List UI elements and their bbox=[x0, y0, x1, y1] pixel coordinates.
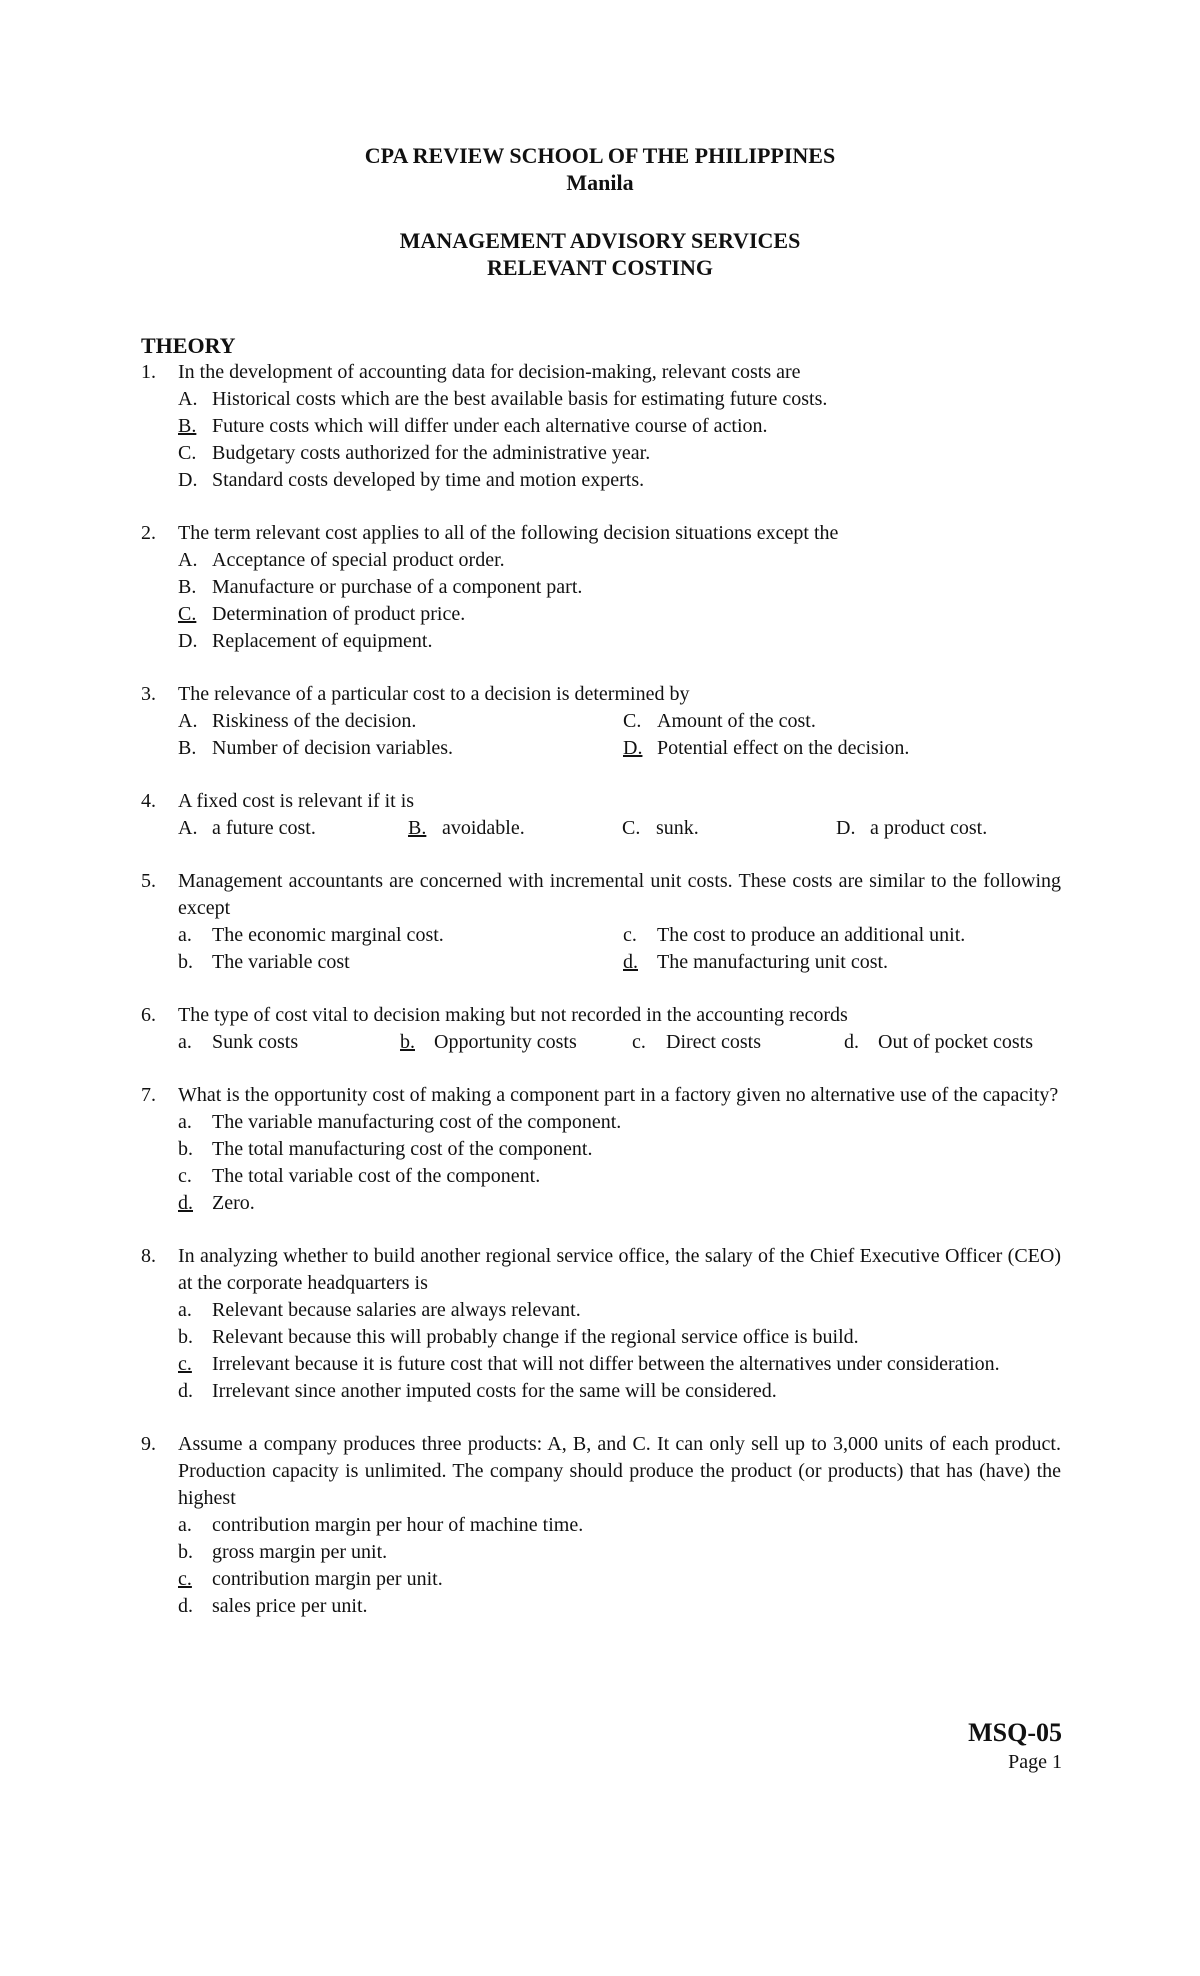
option-letter: a. bbox=[178, 1031, 192, 1053]
question-8 bbox=[141, 1243, 1061, 1405]
option-letter: C. bbox=[623, 710, 642, 732]
option-text: Direct costs bbox=[666, 1031, 761, 1053]
question-stem: In analyzing whether to build another regional service office, the salary of the Chief Executive Officer (CEO) at the corporate headquarters is bbox=[178, 1245, 1061, 1294]
option-b bbox=[178, 735, 623, 762]
option-text: Determination of product price. bbox=[212, 603, 466, 625]
option-letter: B. bbox=[408, 817, 427, 839]
question-list bbox=[141, 359, 1061, 1646]
option-c bbox=[622, 815, 836, 842]
question-number: 8. bbox=[141, 1245, 156, 1267]
option-letter: a. bbox=[178, 924, 192, 946]
option-letter: D. bbox=[623, 737, 643, 759]
option-text: Manufacture or purchase of a component part. bbox=[212, 576, 583, 598]
option-a bbox=[178, 386, 1061, 413]
option-text: The manufacturing unit cost. bbox=[657, 951, 889, 973]
option-text: contribution margin per hour of machine time. bbox=[212, 1514, 584, 1536]
option-letter: C. bbox=[622, 817, 641, 839]
option-text: Relevant because salaries are always relevant. bbox=[212, 1299, 581, 1321]
option-letter: b. bbox=[400, 1031, 415, 1053]
document-header-subject bbox=[0, 227, 1200, 281]
option-a bbox=[178, 708, 623, 735]
option-letter: b. bbox=[178, 951, 193, 973]
option-text: Replacement of equipment. bbox=[212, 630, 433, 652]
option-b bbox=[178, 1324, 1061, 1351]
option-letter: d. bbox=[178, 1380, 193, 1402]
option-text: Budgetary costs authorized for the administrative year. bbox=[212, 442, 651, 464]
option-letter: d. bbox=[178, 1192, 193, 1214]
option-b bbox=[178, 574, 1061, 601]
option-letter: c. bbox=[623, 924, 637, 946]
option-text: The total manufacturing cost of the component. bbox=[212, 1138, 593, 1160]
option-letter: d. bbox=[844, 1031, 859, 1053]
option-text: Relevant because this will probably change if the regional service office is build. bbox=[212, 1326, 859, 1348]
question-9 bbox=[141, 1431, 1061, 1620]
question-stem: The term relevant cost applies to all of the following decision situations except the bbox=[178, 522, 839, 544]
option-a bbox=[178, 547, 1061, 574]
option-letter: C. bbox=[178, 442, 197, 464]
option-text: The variable cost bbox=[212, 951, 350, 973]
option-text: Riskiness of the decision. bbox=[212, 710, 417, 732]
option-letter: d. bbox=[623, 951, 638, 973]
option-list bbox=[178, 815, 1061, 842]
question-number: 3. bbox=[141, 683, 156, 705]
question-number: 4. bbox=[141, 790, 156, 812]
option-text: Acceptance of special product order. bbox=[212, 549, 505, 571]
option-letter: B. bbox=[178, 737, 197, 759]
option-text: Opportunity costs bbox=[434, 1031, 577, 1053]
option-list bbox=[178, 1029, 1061, 1056]
question-number: 5. bbox=[141, 870, 156, 892]
option-letter: c. bbox=[632, 1031, 646, 1053]
option-text: Potential effect on the decision. bbox=[657, 737, 910, 759]
option-text: Sunk costs bbox=[212, 1031, 299, 1053]
document-header-school bbox=[0, 142, 1200, 196]
question-6 bbox=[141, 1002, 1061, 1056]
option-letter: b. bbox=[178, 1541, 193, 1563]
option-letter: b. bbox=[178, 1326, 193, 1348]
option-list bbox=[178, 1512, 1061, 1620]
option-letter: a. bbox=[178, 1111, 192, 1133]
option-text: Out of pocket costs bbox=[878, 1031, 1033, 1053]
option-a bbox=[178, 922, 623, 949]
option-c bbox=[632, 1029, 844, 1056]
option-c-answer bbox=[178, 1566, 1061, 1593]
option-letter: b. bbox=[178, 1138, 193, 1160]
option-text: avoidable. bbox=[442, 817, 525, 839]
option-d-answer bbox=[623, 949, 1063, 976]
question-4 bbox=[141, 788, 1061, 842]
option-text: The economic marginal cost. bbox=[212, 924, 444, 946]
option-text: Standard costs developed by time and motion experts. bbox=[212, 469, 645, 491]
option-c bbox=[178, 440, 1061, 467]
option-d bbox=[836, 815, 1036, 842]
option-letter: D. bbox=[836, 817, 856, 839]
option-text: Future costs which will differ under each alternative course of action. bbox=[212, 415, 768, 437]
question-5 bbox=[141, 868, 1061, 976]
option-d bbox=[178, 1593, 1061, 1620]
option-text: sales price per unit. bbox=[212, 1595, 368, 1617]
option-d-answer bbox=[623, 735, 1063, 762]
option-c-answer bbox=[178, 601, 1061, 628]
option-letter: D. bbox=[178, 630, 198, 652]
question-stem: In the development of accounting data for decision-making, relevant costs are bbox=[178, 361, 801, 383]
question-stem: Assume a company produces three products: A, B, and C. It can only sell up to 3,000 units of each product. Production capacity is unlimited. The company should produce the product (or products) that has (have) the highest bbox=[178, 1433, 1061, 1509]
option-a bbox=[178, 1512, 1061, 1539]
option-text: Zero. bbox=[212, 1192, 255, 1214]
question-stem: Management accountants are concerned with incremental unit costs. These costs are similar to the following except bbox=[178, 870, 1061, 919]
page-number: Page 1 bbox=[1008, 1751, 1062, 1773]
option-letter: d. bbox=[178, 1595, 193, 1617]
question-stem: The type of cost vital to decision making but not recorded in the accounting records bbox=[178, 1004, 848, 1026]
option-text: Historical costs which are the best available basis for estimating future costs. bbox=[212, 388, 828, 410]
subject-title: MANAGEMENT ADVISORY SERVICES bbox=[399, 228, 801, 253]
option-b bbox=[178, 1136, 1061, 1163]
question-number: 7. bbox=[141, 1084, 156, 1106]
option-letter: A. bbox=[178, 817, 198, 839]
option-list bbox=[178, 708, 1061, 762]
option-letter: c. bbox=[178, 1568, 192, 1590]
option-text: Irrelevant because it is future cost that will not differ between the alternatives under consideration. bbox=[212, 1353, 1000, 1375]
option-text: Number of decision variables. bbox=[212, 737, 454, 759]
question-stem: The relevance of a particular cost to a decision is determined by bbox=[178, 683, 690, 705]
option-text: The total variable cost of the component. bbox=[212, 1165, 541, 1187]
option-letter: A. bbox=[178, 549, 198, 571]
option-letter: c. bbox=[178, 1165, 192, 1187]
option-text: a future cost. bbox=[212, 817, 316, 839]
option-letter: C. bbox=[178, 603, 197, 625]
option-letter: B. bbox=[178, 415, 197, 437]
question-number: 9. bbox=[141, 1433, 156, 1455]
option-letter: A. bbox=[178, 710, 198, 732]
option-text: The cost to produce an additional unit. bbox=[657, 924, 966, 946]
document-code: MSQ-05 bbox=[968, 1718, 1062, 1747]
question-1 bbox=[141, 359, 1061, 494]
option-d-answer bbox=[178, 1190, 1061, 1217]
school-city: Manila bbox=[566, 170, 634, 195]
question-number: 6. bbox=[141, 1004, 156, 1026]
option-a bbox=[178, 1297, 1061, 1324]
option-letter: A. bbox=[178, 388, 198, 410]
option-list bbox=[178, 547, 1061, 655]
option-b bbox=[178, 949, 623, 976]
option-d bbox=[178, 467, 1061, 494]
option-b-answer bbox=[400, 1029, 632, 1056]
option-text: The variable manufacturing cost of the component. bbox=[212, 1111, 622, 1133]
option-list bbox=[178, 1297, 1061, 1405]
option-letter: D. bbox=[178, 469, 198, 491]
option-a bbox=[178, 815, 408, 842]
option-c-answer bbox=[178, 1351, 1061, 1378]
question-number: 2. bbox=[141, 522, 156, 544]
question-stem: What is the opportunity cost of making a component part in a factory given no alternative use of the capacity? bbox=[178, 1084, 1059, 1106]
option-list bbox=[178, 386, 1061, 494]
question-2 bbox=[141, 520, 1061, 655]
topic-title: RELEVANT COSTING bbox=[487, 255, 713, 280]
option-d bbox=[844, 1029, 1084, 1056]
option-b-answer bbox=[178, 413, 1061, 440]
option-d bbox=[178, 628, 1061, 655]
option-list bbox=[178, 1109, 1061, 1217]
option-text: contribution margin per unit. bbox=[212, 1568, 443, 1590]
option-c bbox=[623, 708, 1063, 735]
option-a bbox=[178, 1109, 1061, 1136]
option-c bbox=[178, 1163, 1061, 1190]
option-text: a product cost. bbox=[870, 817, 988, 839]
option-c bbox=[623, 922, 1063, 949]
option-text: Irrelevant since another imputed costs for the same will be considered. bbox=[212, 1380, 777, 1402]
question-stem: A fixed cost is relevant if it is bbox=[178, 790, 415, 812]
option-letter: a. bbox=[178, 1514, 192, 1536]
option-letter: a. bbox=[178, 1299, 192, 1321]
question-7 bbox=[141, 1082, 1061, 1217]
option-list bbox=[178, 922, 1061, 976]
school-name: CPA REVIEW SCHOOL OF THE PHILIPPINES bbox=[364, 143, 836, 168]
option-a bbox=[178, 1029, 400, 1056]
option-text: Amount of the cost. bbox=[657, 710, 816, 732]
option-text: gross margin per unit. bbox=[212, 1541, 388, 1563]
question-3 bbox=[141, 681, 1061, 762]
option-text: sunk. bbox=[656, 817, 699, 839]
option-b bbox=[178, 1539, 1061, 1566]
question-number: 1. bbox=[141, 361, 156, 383]
option-d bbox=[178, 1378, 1061, 1405]
option-letter: c. bbox=[178, 1353, 192, 1375]
option-letter: B. bbox=[178, 576, 197, 598]
section-heading: THEORY bbox=[141, 333, 236, 358]
option-b-answer bbox=[408, 815, 622, 842]
